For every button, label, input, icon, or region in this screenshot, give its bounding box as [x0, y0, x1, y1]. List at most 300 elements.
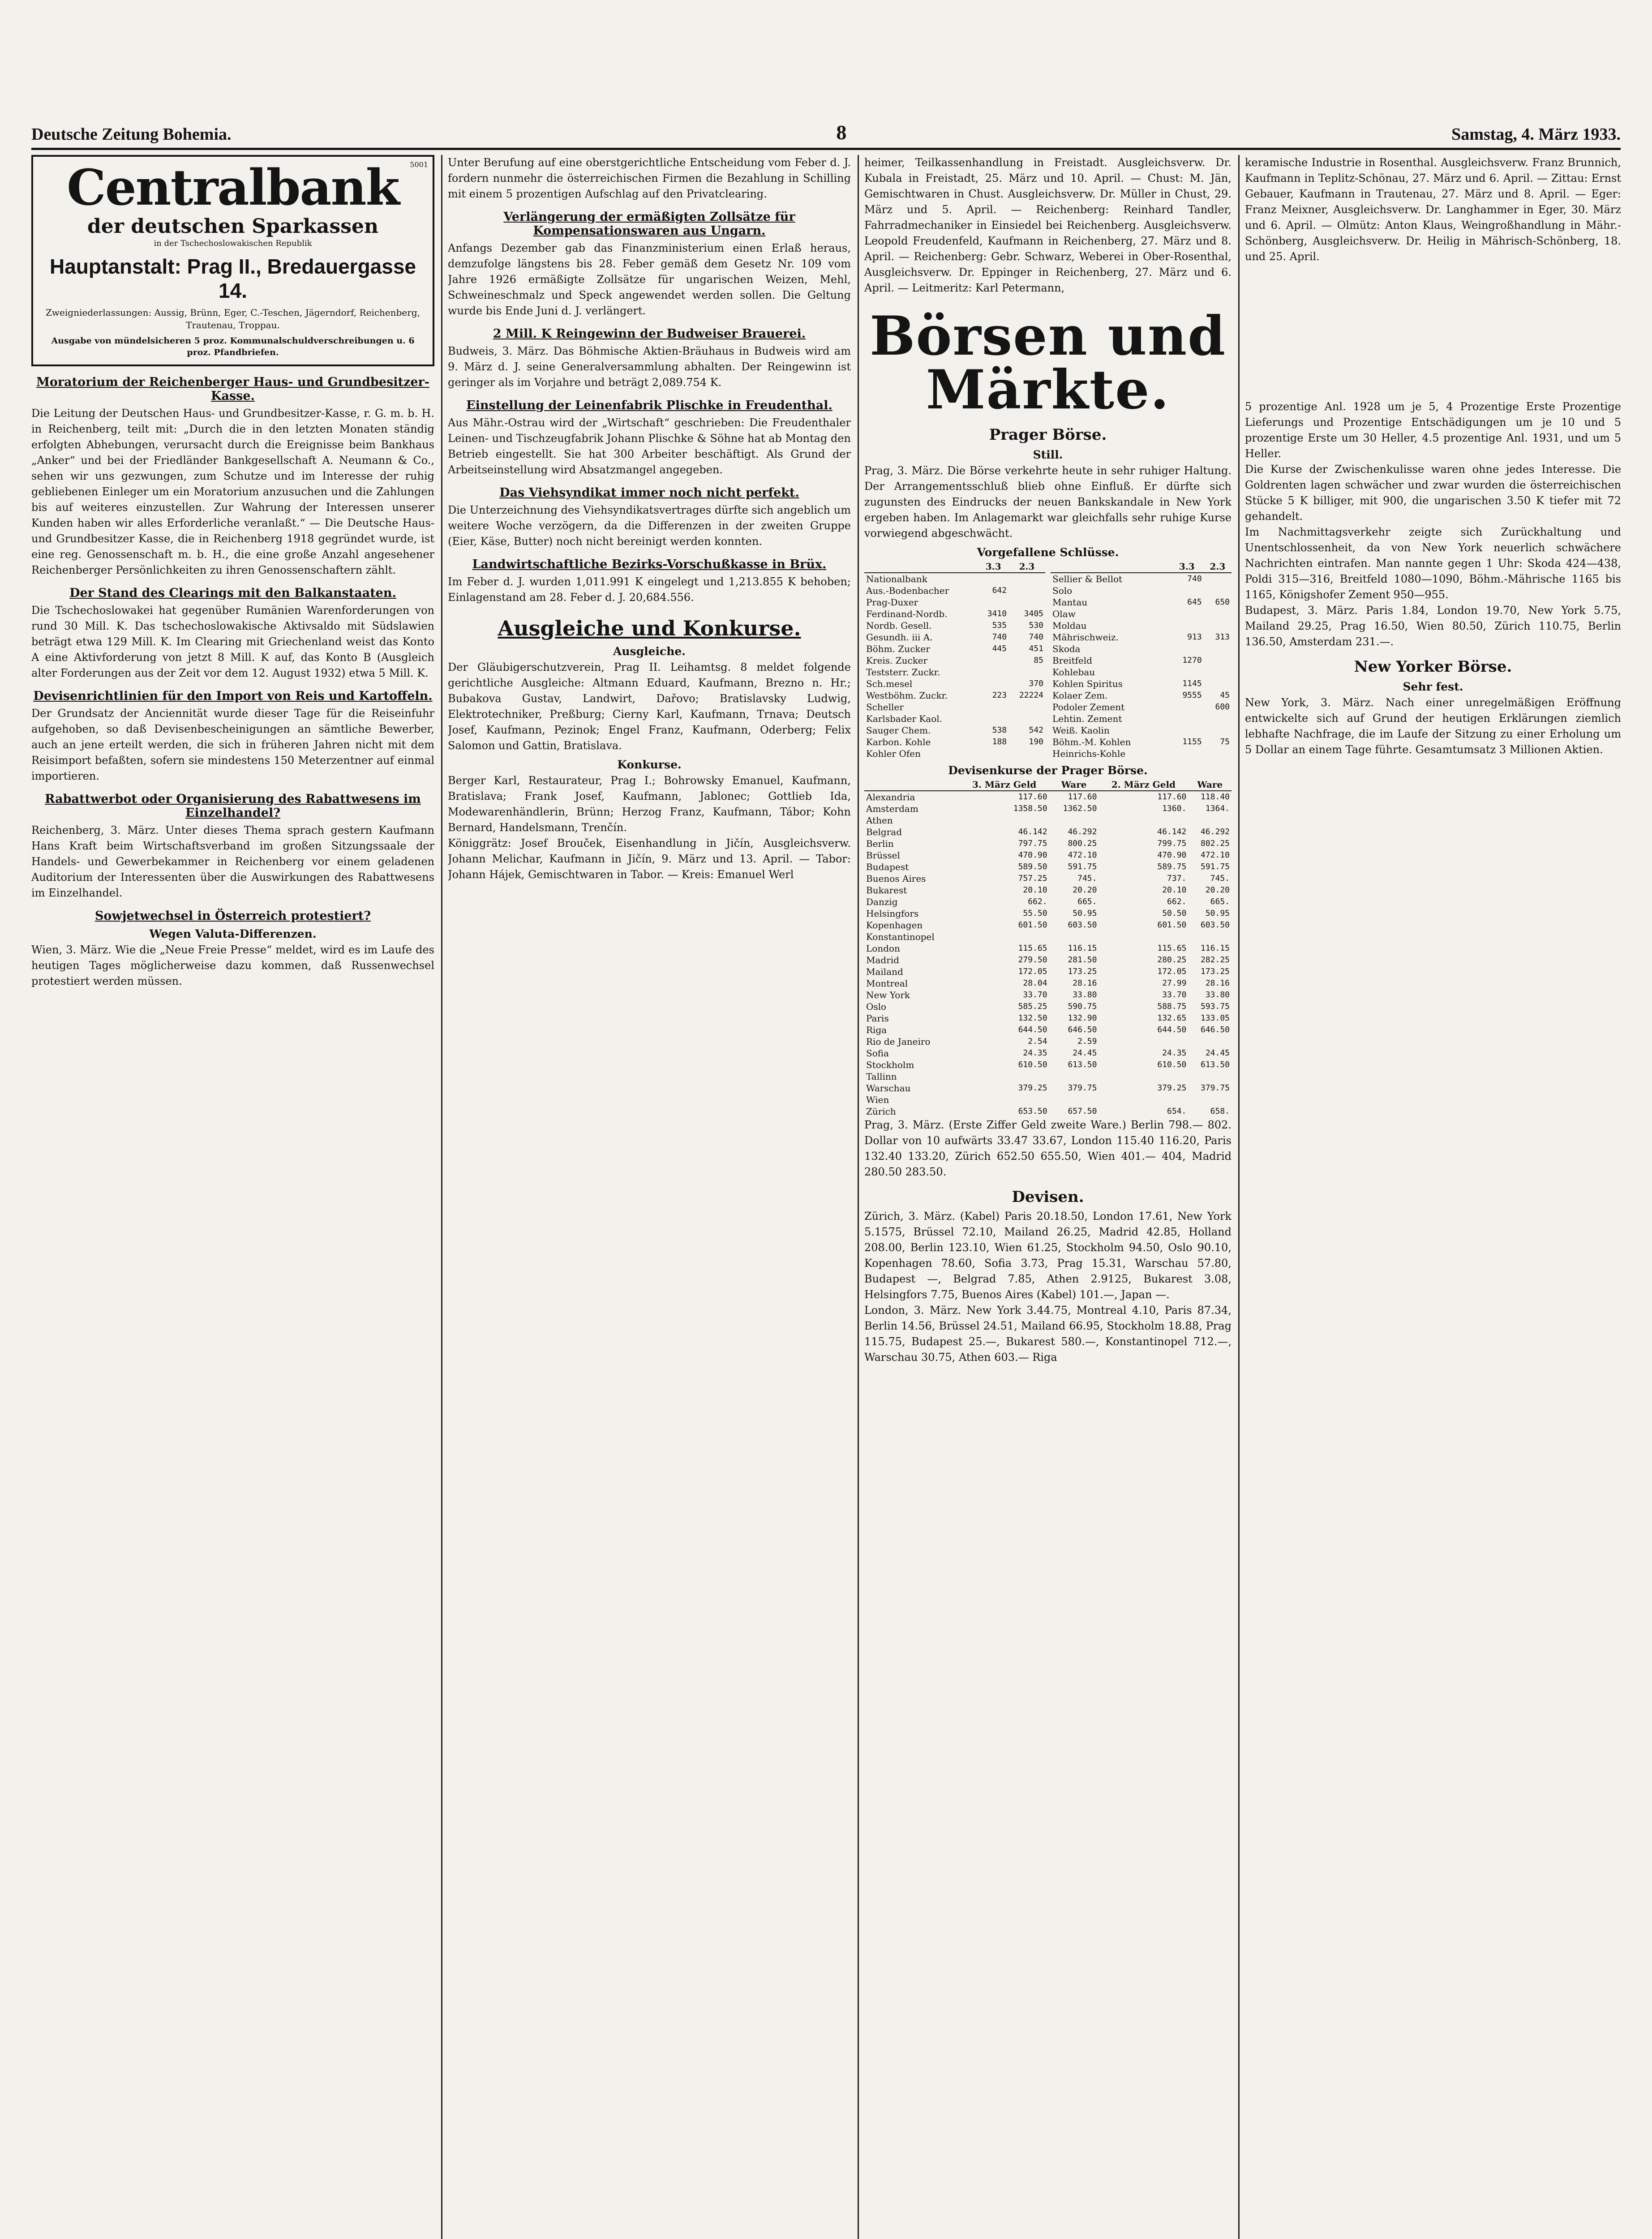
article-text: Die Tschechoslowakei hat gegenüber Rumänien Warenforderungen von rund 30 Mill. K. Das tschechoslowakische Aktivsaldo mit Südslawien beträgt etwa 129 Mill. K. Im Clearing mit Griechenland weist das Konto A eine Aktivforderung von jetzt 8 Mill. K auf, das Konto B (Ausgleich alter Forderungen aus der Zeit vor dem 12. August 1932) etwa 5 Mill. K.	[31, 604, 434, 679]
price-cell: 173.25	[1200, 967, 1230, 976]
price-cell: 1145	[1182, 679, 1202, 688]
table-row	[864, 1082, 1231, 1094]
price-cell: 535	[992, 621, 1007, 630]
table-row	[864, 573, 1045, 585]
article-heading: Einstellung der Leinenfabrik Plischke in Freudenthal.	[466, 399, 832, 412]
price-cell: 85	[1034, 656, 1043, 665]
security-name: Prag-Duxer	[866, 597, 918, 608]
price-cell: 757.25	[1018, 874, 1047, 883]
price-cell: 282.25	[1200, 955, 1230, 965]
article-subheading: Wegen Valuta-Differenzen.	[149, 927, 317, 940]
security-name: Bukarest	[866, 885, 907, 896]
price-cell: 644.50	[1018, 1025, 1047, 1034]
price-cell: 799.75	[1157, 839, 1187, 848]
table-row	[1051, 725, 1231, 736]
column-3	[864, 155, 1231, 2239]
security-name: Podoler Zement	[1052, 702, 1125, 712]
table-row	[864, 1024, 1231, 1036]
article-text: Prag, 3. März. Die Börse verkehrte heute in sehr ruhiger Haltung. Der Arrangementsschluß blieb ohne Einfluß. Er dürfte sich zugunsten des Eindrucks der neuen Bankskandale in New York ergeben haben. Im Anlagemarkt war gleichfalls sehr ruhige Kurse vorwiegend abgeschwächt.	[864, 464, 1231, 540]
section-subheading: New Yorker Börse.	[1354, 658, 1512, 676]
article-text: 5 prozentige Anl. 1928 um je 5, 4 Prozentige Erste Prozentige Lieferungs und Prozentige Entschädigungen um je 10 und 5 prozentige Erste um 30 Heller, 4.5 prozentige Anl. 1931, und um 5 Heller.	[1245, 400, 1621, 460]
price-cell	[960, 1071, 1049, 1082]
price-cell: 45	[1220, 691, 1230, 700]
security-name: Mailand	[866, 966, 903, 977]
price-cell	[960, 1094, 1049, 1106]
price-cell	[1008, 666, 1045, 678]
ad-number: 5001	[410, 160, 428, 169]
table-row	[1051, 620, 1231, 631]
price-cell	[960, 931, 1049, 943]
security-name: Kolaer Zem.	[1052, 690, 1108, 701]
security-name: Scheller	[866, 702, 904, 712]
security-name: Gesundh. iii A.	[866, 632, 933, 643]
price-cell	[1204, 678, 1231, 690]
price-cell	[1170, 585, 1204, 596]
price-cell: 646.50	[1068, 1025, 1097, 1034]
security-name: Amsterdam	[866, 803, 918, 814]
table-row	[864, 725, 1045, 736]
price-cell	[978, 596, 1008, 608]
price-cell	[1204, 713, 1231, 725]
ad-subtitle: der deutschen Sparkassen	[87, 215, 378, 238]
price-cell: 593.75	[1200, 1002, 1230, 1011]
article-heading: Sowjetwechsel in Österreich protestiert?	[94, 909, 371, 923]
price-cell: 28.04	[1023, 978, 1047, 988]
ad-address: Hauptanstalt: Prag II., Bredauergasse 14.	[49, 255, 416, 302]
column-4	[1245, 155, 1621, 2239]
price-cell: 657.50	[1068, 1107, 1097, 1116]
price-cell: 33.80	[1073, 990, 1097, 999]
ad-title: Centralbank	[67, 159, 399, 216]
table-row	[864, 631, 1045, 643]
price-cell	[1098, 1036, 1188, 1047]
article-text: Aus Mähr.-Ostrau wird der „Wirtschaft“ geschrieben: Die Freudenthaler Leinen- und Tischzeugfabrik Johann Plischke & Söhne hat ab Montag den Betrieb eingestellt. Sie hat 300 Arbeiter beschäftigt. Als Grund der Arbeitseinstellung wird Absatzmangel angegeben.	[448, 416, 851, 476]
price-cell: 33.70	[1023, 990, 1047, 999]
section-title: Börsen und Märkte.	[869, 305, 1226, 421]
article-text: Wien, 3. März. Wie die „Neue Freie Presse“ meldet, wird es im Laufe des heutigen Tages möglicherweise dazu kommen, daß Russenwechsel protestiert werden müssen.	[31, 944, 434, 987]
price-cell	[1170, 620, 1204, 631]
price-cell	[1188, 931, 1231, 943]
table-row	[864, 908, 1231, 919]
column-rule	[1238, 155, 1240, 2239]
price-cell: 654.	[1167, 1107, 1187, 1116]
price-cell	[978, 573, 1008, 585]
price-cell: 470.90	[1018, 850, 1047, 860]
article-heading: Verlängerung der ermäßigten Zollsätze für Kompensationswaren aus Ungarn.	[503, 210, 795, 238]
price-cell: 118.40	[1200, 792, 1230, 802]
security-name: Buenos Aires	[866, 873, 926, 884]
price-cell: 22224	[1019, 691, 1043, 700]
article-text: Zürich, 3. März. (Kabel) Paris 20.18.50, London 17.61, New York 5.1575, Brüssel 72.10, Mailand 26.25, Madrid 42.85, Holland 208.00, Berlin 123.10, Wien 61.25, Stockholm 94.50, Oslo 90.10, Kopenhagen 78.60, Sofia 3.73, Prag 15.31, Warschau 57.80, Budapest —, Belgrad 7.85, Athen 2.9125, Bukarest 3.08, Helsingfors 7.75, Buenos Aires (Kabel) 101.—, Japan —.	[864, 1210, 1231, 1301]
price-cell: 740	[1029, 632, 1043, 642]
table-header-cell: 3. März Geld	[960, 779, 1049, 791]
price-cell	[1008, 573, 1045, 585]
table-row	[864, 978, 1231, 989]
security-name: Tallinn	[866, 1071, 897, 1082]
price-cell: 27.99	[1162, 978, 1187, 988]
market-tone: Sehr fest.	[1403, 680, 1463, 693]
security-name: Moldau	[1052, 620, 1087, 631]
price-cell: 313	[1215, 632, 1230, 642]
table-row	[864, 666, 1045, 678]
price-cell: 55.50	[1023, 909, 1047, 918]
price-cell	[1049, 931, 1099, 943]
security-name: Aus.-Bodenbacher	[866, 585, 949, 596]
price-cell	[1204, 725, 1231, 736]
price-cell	[1204, 643, 1231, 655]
price-cell: 658.	[1210, 1107, 1230, 1116]
price-cell	[1049, 1071, 1099, 1082]
table-row	[1051, 573, 1231, 585]
closing-prices-table	[864, 561, 1045, 759]
market-tone: Still.	[1033, 448, 1063, 461]
price-cell: 28.16	[1205, 978, 1230, 988]
price-cell: 379.75	[1200, 1083, 1230, 1093]
price-cell: 590.75	[1068, 1002, 1097, 1011]
price-cell: 379.25	[1018, 1083, 1047, 1093]
table-row	[864, 736, 1045, 748]
price-cell	[1170, 608, 1204, 620]
article-text: New York, 3. März. Nach einer unregelmäßigen Eröffnung entwickelte sich auf Grund der heutigen Erklärungen ziemlich lebhafte Nachfrage, die im Laufe der Sitzung zu einer Erholung um 5 Dollar an einem Tage führte. Gesamtumsatz 3 Millionen Aktien.	[1245, 696, 1621, 756]
price-cell	[1204, 573, 1231, 585]
price-cell: 797.75	[1018, 839, 1047, 848]
price-cell: 745.	[1210, 874, 1230, 883]
table-row	[864, 690, 1045, 701]
table-row	[864, 596, 1045, 608]
price-cell	[1170, 701, 1204, 713]
price-cell: 585.25	[1018, 1002, 1047, 1011]
security-name: Madrid	[866, 955, 899, 965]
price-cell	[1098, 1071, 1188, 1082]
price-cell	[978, 678, 1008, 690]
security-name: Rio de Janeiro	[866, 1036, 931, 1047]
price-cell: 116.15	[1068, 944, 1097, 953]
table-row	[1051, 713, 1231, 725]
price-cell: 24.35	[1023, 1048, 1047, 1058]
price-cell	[1188, 1094, 1231, 1106]
price-cell: 530	[1029, 621, 1043, 630]
table-row	[864, 826, 1231, 838]
price-cell: 588.75	[1157, 1002, 1187, 1011]
price-cell	[978, 701, 1008, 713]
price-cell: 645	[1187, 597, 1202, 607]
security-name: Heinrichs-Kohle	[1052, 748, 1126, 759]
security-name: Mantau	[1052, 597, 1088, 608]
security-name: Kohlen Spiritus	[1052, 678, 1123, 689]
table-row	[864, 1036, 1231, 1047]
table-row	[1051, 631, 1231, 643]
price-cell: 379.25	[1157, 1083, 1187, 1093]
price-cell: 642	[992, 586, 1007, 595]
table-row	[864, 966, 1231, 978]
price-cell: 50.95	[1205, 909, 1230, 918]
price-cell	[1188, 1036, 1231, 1047]
table-row	[864, 1001, 1231, 1012]
security-name: New York	[866, 990, 910, 1000]
article-text: keramische Industrie in Rosenthal. Ausgleichsverw. Franz Brunnich, Kaufmann in Teplitz-Schönau, 27. März und 6. April. — Zittau: Ernst Gebauer, Kaufmann in Trautenau, 27. März und 8. April. — Eger: Franz Meixner, Ausgleichsverw. Dr. Langhammer in Eger, 30. März und 6. April. — Olmütz: Anton Klaus, Weingroßhandlung in Mähr.-Schönberg, Ausgleichsverw. Dr. Heilig in Mährisch-Schönberg, 18. und 25. April.	[1245, 156, 1621, 263]
security-name: Karlsbader Kaol.	[866, 713, 943, 724]
price-cell: 745.	[1077, 874, 1097, 883]
article-text: London, 3. März. New York 3.44.75, Montreal 4.10, Paris 87.34, Berlin 14.56, Brüssel 24.51, Mailand 66.95, Stockholm 18.88, Prag 115.75, Budapest 25.—, Bukarest 580.—, Konstantinopel 712.—, Warschau 30.75, Athen 603.— Riga	[864, 1304, 1231, 1364]
article-text: Die Leitung der Deutschen Haus- und Grundbesitzer-Kasse, r. G. m. b. H. in Reichenberg, teilt mit: „Durch die in den letzten Monaten ständig erfolgten Abhebungen, verursacht durch die Ereignisse beim Bankhaus „Anker“ und bei der Friedländer Bankgesellschaft A. Neumann & Co., sehen wir uns gezwungen, zum Schutze und im Interesse der ruhig gebliebenen Einleger um ein Moratorium anzusuchen und die Zahlungen bis auf weiteres einzustellen. Zur Wahrung der Interessen unserer Kunden haben wir alles Erforderliche veranlaßt.“ — Die Deutsche Haus- und Grundbesitzer Kasse, die in Reichenberg 1918 gegründet wurde, ist eine reg. Genossenschaft m. b. H., die eine große Anzahl angesehener Reichenberger Persönlichkeiten zu ihren Genossenschaftern zählt.	[31, 407, 434, 576]
price-cell: 1360.	[1162, 804, 1187, 813]
section-subheading: Devisen.	[1012, 1188, 1084, 1206]
table-heading: Devisenkurse der Prager Börse.	[948, 764, 1148, 777]
table-row	[864, 919, 1231, 931]
security-name: Helsingfors	[866, 908, 919, 919]
table-header-cell	[864, 779, 960, 791]
price-cell: 913	[1187, 632, 1202, 642]
price-cell: 613.50	[1068, 1060, 1097, 1069]
security-name: Konstantinopel	[866, 931, 935, 942]
price-cell: 370	[1029, 679, 1043, 688]
table-header-cell: 2.3	[1204, 561, 1231, 573]
price-cell: 665.	[1077, 897, 1097, 906]
price-cell: 601.50	[1018, 920, 1047, 930]
table-row	[1051, 655, 1231, 666]
table-row	[864, 748, 1045, 759]
closing-prices-table	[1051, 561, 1231, 759]
price-cell: 589.75	[1157, 862, 1187, 871]
price-cell: 281.50	[1068, 955, 1097, 965]
closing-prices	[864, 561, 1231, 759]
article-text: Reichenberg, 3. März. Unter dieses Thema sprach gestern Kaufmann Hans Kraft beim Wirtschaftsverband im großen Sitzungssaale der Handels- und Gewerbekammer in Reichenberg vor einem geladenen Auditorium der Interessenten über die Auswirkungen des Rabattwesens im Einzelhandel.	[31, 824, 434, 899]
price-cell: 24.45	[1205, 1048, 1230, 1058]
table-row	[864, 713, 1045, 725]
table-row	[864, 838, 1231, 849]
security-name: Athen	[866, 815, 893, 826]
price-cell: 610.50	[1018, 1060, 1047, 1069]
price-cell: 20.20	[1073, 885, 1097, 895]
security-name: Nordb. Gesell.	[866, 620, 932, 631]
security-name: Böhm.-M. Kohlen	[1052, 737, 1131, 747]
article-text: Die Kurse der Zwischenkulisse waren ohne jedes Interesse. Die Goldrenten lagen schwächer und zwar wurden die österreichischen Stücke 5 K billiger, mit 900, die ungarischen 3.50 K tiefer mit 72 gehandelt.	[1245, 463, 1621, 523]
table-row	[1051, 608, 1231, 620]
price-cell: 46.292	[1068, 827, 1097, 836]
article-heading: 2 Mill. K Reingewinn der Budweiser Brauerei.	[493, 327, 806, 341]
security-name: Olaw	[1052, 609, 1076, 619]
price-cell: 33.70	[1162, 990, 1187, 999]
price-cell: 800.25	[1068, 839, 1097, 848]
price-cell: 665.	[1210, 897, 1230, 906]
price-cell: 132.65	[1157, 1013, 1187, 1023]
article-text: Der Grundsatz der Anciennität wurde dieser Tage für die Reiseinfuhr aufgehoben, so daß Devisenbescheinigungen an sämtliche Bewerber, auch an jene erteilt werden, die sich in früheren Jahren nicht mit dem Reisimport befaßten, sofern sie mindestens 150 Meterzentner auf einmal importieren.	[31, 707, 434, 782]
security-name: Paris	[866, 1013, 889, 1024]
price-cell: 601.50	[1157, 920, 1187, 930]
price-cell: 650	[1215, 597, 1230, 607]
security-name: Stockholm	[866, 1059, 914, 1070]
price-cell: 1155	[1182, 737, 1202, 746]
masthead-date: Samstag, 4. März 1933.	[1451, 125, 1621, 144]
price-cell: 2.59	[1077, 1037, 1097, 1046]
table-row	[864, 1047, 1231, 1059]
price-cell: 662.	[1167, 897, 1187, 906]
table-row	[1051, 701, 1231, 713]
table-row	[864, 873, 1231, 884]
table-row	[864, 643, 1045, 655]
table-row	[864, 1106, 1231, 1117]
table-row	[1051, 666, 1231, 678]
column-rule	[441, 155, 442, 2239]
price-cell	[978, 748, 1008, 759]
security-name: Montreal	[866, 978, 908, 989]
price-cell: 472.10	[1200, 850, 1230, 860]
article-text: Prag, 3. März. (Erste Ziffer Geld zweite Ware.) Berlin 798.— 802. Dollar von 10 aufwärts 33.47 33.67, London 115.40 116.20, Paris 132.40 133.20, Zürich 652.50 655.50, Wien 401.— 404, Madrid 280.50 283.50.	[864, 1119, 1231, 1178]
price-cell: 116.15	[1200, 944, 1230, 953]
article-text: Anfangs Dezember gab das Finanzministerium einen Erlaß heraus, demzufolge längstens bis 28. Feber gemäß dem Gesetz Nr. 109 vom Jahre 1926 ermäßigte Zollsätze für ungarischen Weizen, Mehl, Schweineschmalz und Speck angewendet werden sollen. Die Geltung wurde bis Ende Juni d. J. verlängert.	[448, 242, 851, 317]
table-row	[864, 861, 1231, 873]
masthead-left: Deutsche Zeitung Bohemia.	[31, 125, 232, 144]
price-cell: 603.50	[1068, 920, 1097, 930]
price-cell	[960, 815, 1049, 826]
price-cell: 2.54	[1028, 1037, 1047, 1046]
security-name: Lehtin. Zement	[1052, 713, 1122, 724]
table-row	[864, 608, 1045, 620]
security-name: Kohler Ofen	[866, 748, 921, 759]
table-row	[864, 954, 1231, 966]
table-row	[1051, 596, 1231, 608]
security-name: Belgrad	[866, 827, 902, 837]
column-rule	[858, 155, 859, 2239]
table-row	[864, 620, 1045, 631]
table-row	[864, 815, 1231, 826]
security-name: Kohlebau	[1052, 667, 1095, 678]
security-name: Wien	[866, 1094, 889, 1105]
price-cell: 3410	[987, 609, 1007, 618]
price-cell: 1364.	[1205, 804, 1230, 813]
price-cell	[1049, 815, 1099, 826]
page-header	[31, 117, 1621, 150]
section-subheading: Konkurse.	[617, 758, 682, 771]
table-row	[864, 803, 1231, 815]
price-cell: 50.50	[1162, 909, 1187, 918]
table-row	[864, 931, 1231, 943]
price-cell	[1170, 725, 1204, 736]
article-heading: Moratorium der Reichenberger Haus- und Grundbesitzer-Kasse.	[36, 375, 429, 403]
price-cell: 1270	[1182, 656, 1202, 665]
article-text: Budweis, 3. März. Das Böhmische Aktien-Bräuhaus in Budweis wird am 9. März d. J. seine Generalversammlung abhalten. Der Reingewinn ist geringer als im Vorjahre und beträgt 2,089.754 K.	[448, 345, 851, 389]
security-name: Nationalbank	[866, 574, 927, 584]
price-cell: 591.75	[1068, 862, 1097, 871]
price-cell: 33.80	[1205, 990, 1230, 999]
price-cell	[1098, 931, 1188, 943]
price-cell: 600	[1215, 702, 1230, 712]
price-cell	[1204, 655, 1231, 666]
table-header-cell: 2.3	[1008, 561, 1045, 573]
price-cell: 542	[1029, 725, 1043, 735]
price-cell: 188	[992, 737, 1007, 746]
security-name: Budapest	[866, 862, 909, 872]
price-cell: 20.10	[1023, 885, 1047, 895]
price-cell	[1098, 1094, 1188, 1106]
price-cell: 132.90	[1068, 1013, 1097, 1023]
article-heading: Rabattwerbot oder Organisierung des Rabattwesens im Einzelhandel?	[45, 792, 421, 820]
exchange-rates-table	[864, 779, 1231, 1117]
price-cell	[1170, 666, 1204, 678]
article-text: Im Feber d. J. wurden 1,011.991 K eingelegt und 1,213.855 K behoben; Einlagenstand am 28. Feber d. J. 20,684.556.	[448, 575, 851, 604]
table-row	[1051, 585, 1231, 596]
security-name: Westböhm. Zuckr.	[866, 690, 948, 701]
security-name: Teststerr. Zuckr.	[866, 667, 940, 678]
table-row	[1051, 736, 1231, 748]
ad-subtitle-small: in der Tschechoslowakischen Republik	[154, 239, 312, 248]
price-cell: 117.60	[1068, 792, 1097, 802]
price-cell	[978, 666, 1008, 678]
table-row	[864, 884, 1231, 896]
price-cell: 279.50	[1018, 955, 1047, 965]
article-text: Königgrätz: Josef Brouček, Eisenhandlung in Jičín, Ausgleichsverw. Johann Melichar, Kaufmann in Jičín, 9. März und 13. April. — Tabor: Johann Hájek, Gemischtwaren in Tabor. — Kreis: Emanuel Werl	[448, 837, 851, 881]
price-cell: 603.50	[1200, 920, 1230, 930]
price-cell	[1204, 748, 1231, 759]
price-cell	[1204, 666, 1231, 678]
price-cell	[1008, 585, 1045, 596]
price-cell: 472.10	[1068, 850, 1097, 860]
table-row	[864, 1094, 1231, 1106]
price-cell: 50.95	[1073, 909, 1097, 918]
section-heading: Ausgleiche und Konkurse.	[498, 616, 801, 640]
price-cell	[1049, 1094, 1099, 1106]
article-heading: Devisenrichtlinien für den Import von Reis und Kartoffeln.	[33, 689, 433, 703]
security-name: Sofia	[866, 1048, 889, 1059]
table-header-cell	[1051, 561, 1170, 573]
security-name: Sch.mesel	[866, 678, 913, 689]
table-header-cell: 3.3	[978, 561, 1008, 573]
table-row	[864, 585, 1045, 596]
price-cell	[1170, 748, 1204, 759]
price-cell	[1204, 585, 1231, 596]
security-name: Karbon. Kohle	[866, 737, 931, 747]
price-cell	[1170, 643, 1204, 655]
table-row	[864, 943, 1231, 954]
security-name: Ferdinand-Nordb.	[866, 609, 948, 619]
security-name: Sellier & Bellot	[1052, 574, 1123, 584]
column-1	[31, 155, 434, 2239]
price-cell: 280.25	[1157, 955, 1187, 965]
security-name: Weiß. Kaolin	[1052, 725, 1110, 736]
ad-branches: Zweigniederlassungen: Aussig, Brünn, Eger, C.-Teschen, Jägerndorf, Reichenberg, Trautenau, Troppau.	[46, 307, 420, 330]
security-name: Solo	[1052, 585, 1073, 596]
price-cell: 646.50	[1200, 1025, 1230, 1034]
price-cell: 132.50	[1018, 1013, 1047, 1023]
price-cell: 9555	[1182, 691, 1202, 700]
price-cell	[1204, 608, 1231, 620]
table-row	[864, 896, 1231, 908]
price-cell: 591.75	[1200, 862, 1230, 871]
price-cell: 190	[1029, 737, 1043, 746]
security-name: Breitfeld	[1052, 655, 1092, 666]
price-cell: 172.05	[1018, 967, 1047, 976]
price-cell: 20.20	[1205, 885, 1230, 895]
table-row	[1051, 643, 1231, 655]
article-text: Die Unterzeichnung des Viehsyndikatsvertrages dürfte sich angeblich um weitere Woche verzögern, da die Differenzen in der zweiten Gruppe (Eier, Käse, Butter) noch nicht bereinigt werden konnten.	[448, 504, 851, 548]
article-text: Der Gläubigerschutzverein, Prag II. Leihamtsg. 8 meldet folgende gerichtliche Ausgleiche: Altmann Eduard, Kaufmann, Brezno n. Hr.; Bubakova Gustav, Landwirt, Dařovo; Bratislavsky Ludwig, Elektrotechniker, Preßburg; Cierny Karl, Kaufmann, Trnava; Deutsch Josef, Kaufmann, Pezinok; Engel Franz, Kaufmann, Oderberg; Felix Salomon und Gattin, Bratislava.	[448, 661, 851, 752]
table-heading: Vorgefallene Schlüsse.	[977, 546, 1119, 559]
table-row	[864, 655, 1045, 666]
price-cell: 20.10	[1162, 885, 1187, 895]
price-cell: 379.75	[1068, 1083, 1097, 1093]
table-header-cell: 3.3	[1170, 561, 1204, 573]
table-row	[864, 1071, 1231, 1082]
table-row	[864, 791, 1231, 803]
price-cell: 173.25	[1068, 967, 1097, 976]
security-name: Zürich	[866, 1106, 896, 1117]
price-cell: 46.142	[1018, 827, 1047, 836]
page-number: 8	[836, 121, 847, 144]
security-name: Kreis. Zucker	[866, 655, 928, 666]
table-row	[1051, 748, 1231, 759]
price-cell: 470.90	[1157, 850, 1187, 860]
table-row	[864, 678, 1045, 690]
